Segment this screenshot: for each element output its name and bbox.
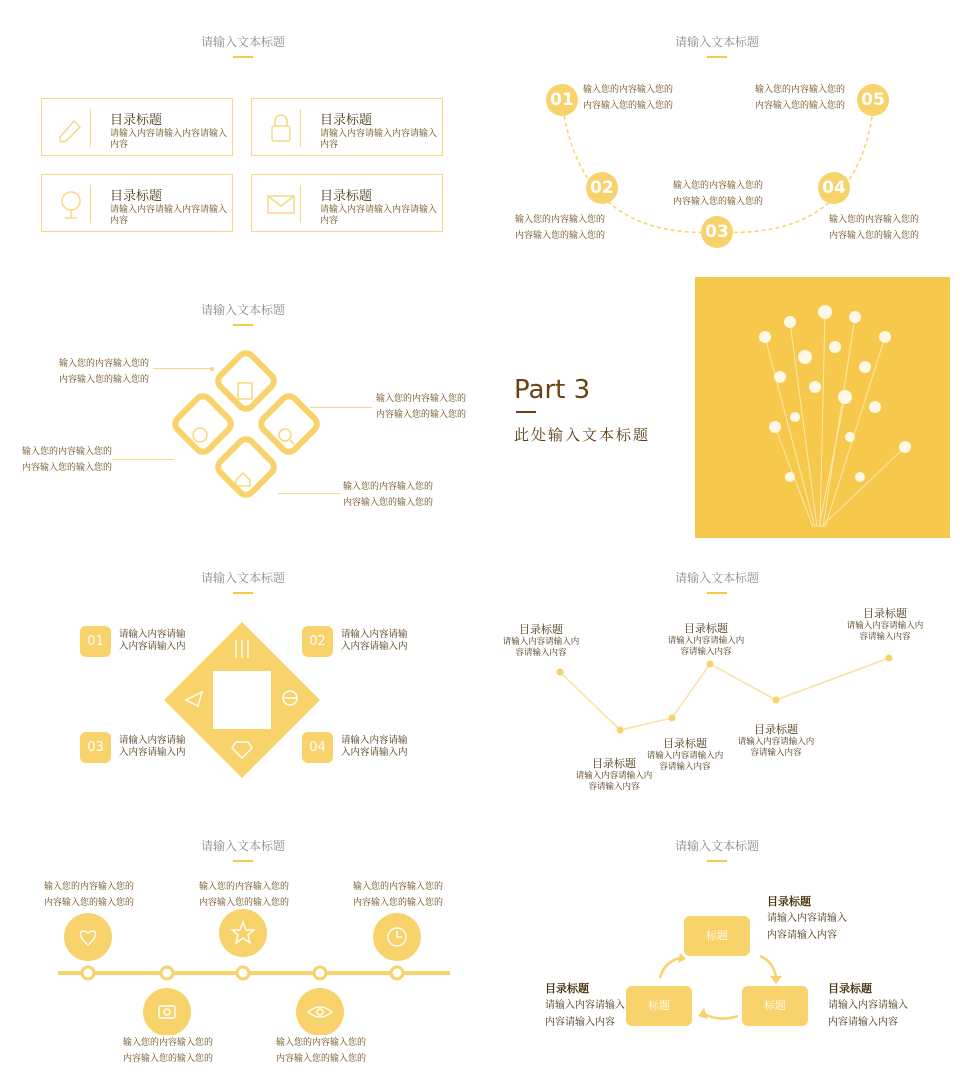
step-number: 02 [302, 626, 333, 657]
step-number: 05 [857, 84, 889, 116]
cycle-text: 目录标题 请输入内容请输入 内容请输入内容 [767, 895, 847, 941]
timeline [40, 905, 450, 1035]
connector-line [112, 459, 174, 460]
text-block: 输入您的内容输入您的 内容输入您的输入您的 [353, 882, 444, 908]
toc-card [251, 98, 443, 156]
part-title: Part 3 [514, 375, 591, 405]
step-number: 01 [80, 626, 111, 657]
cycle-arrows [650, 950, 790, 1025]
diamond-cluster [150, 345, 340, 525]
milestone: 目录标题 请输入内容请输入内 容请输入内容 [646, 737, 724, 772]
text-block: 请输入内容请输 入内容请输入内 [119, 735, 186, 758]
pencil-icon [50, 109, 91, 147]
cycle-text: 目录标题 请输入内容请输入 内容请输入内容 [828, 982, 908, 1028]
part-underline [516, 411, 536, 413]
slide-title: 请输入文本标题 [200, 303, 285, 317]
connector-line [310, 407, 372, 408]
text-block: 输入您的内容输入您的 内容输入您的输入您的 [583, 85, 674, 111]
trend-line [550, 650, 900, 740]
milestone: 目录标题 请输入内容请输入内 容请输入内容 [667, 622, 745, 657]
milestone: 目录标题 请输入内容请输入内 容请输入内容 [575, 757, 653, 792]
text-block: 输入您的内容输入您的 内容输入您的输入您的 [59, 359, 150, 385]
globe-icon [50, 185, 91, 223]
title-underline [233, 592, 253, 594]
text-block: 输入您的内容输入您的 内容输入您的输入您的 [276, 1038, 367, 1064]
toc-card [251, 174, 443, 232]
milestone: 目录标题 请输入内容请输入内 容请输入内容 [737, 723, 815, 758]
title-underline [233, 324, 253, 326]
milestone: 目录标题 请输入内容请输入内 容请输入内容 [846, 607, 924, 642]
text-block: 输入您的内容输入您的 内容输入您的输入您的 [44, 882, 135, 908]
step-number: 02 [586, 172, 618, 204]
cycle-text: 目录标题 请输入内容请输入 内容请输入内容 [545, 982, 625, 1028]
step-number: 04 [818, 172, 850, 204]
flower-photo [695, 277, 950, 538]
card-desc: 请输入内容请输入内容请输入内容 [320, 205, 438, 226]
part-subtitle: 此处输入文本标题 [514, 426, 651, 444]
connector-line [153, 368, 213, 369]
text-block: 请输入内容请输 入内容请输入内 [119, 629, 186, 652]
card-title: 目录标题 [110, 189, 163, 204]
slide-title: 请输入文本标题 [200, 35, 285, 49]
cycle-box: 标题 [684, 916, 750, 956]
text-block: 请输入内容请输 入内容请输入内 [341, 629, 408, 652]
card-desc: 请输入内容请输入内容请输入内容 [110, 205, 228, 226]
text-block: 输入您的内容输入您的 内容输入您的输入您的 [123, 1038, 214, 1064]
toc-card [41, 98, 233, 156]
step-number: 03 [80, 732, 111, 763]
slide-title: 请输入文本标题 [674, 571, 759, 585]
card-title: 目录标题 [320, 113, 373, 128]
slide-title: 请输入文本标题 [200, 839, 285, 853]
text-block: 输入您的内容输入您的 内容输入您的输入您的 [22, 447, 113, 473]
milestone: 目录标题 请输入内容请输入内 容请输入内容 [502, 623, 580, 658]
step-number: 03 [701, 216, 733, 248]
title-underline [707, 56, 727, 58]
card-desc: 请输入内容请输入内容请输入内容 [110, 129, 228, 150]
text-block: 输入您的内容输入您的 内容输入您的输入您的 [199, 882, 290, 908]
text-block: 输入您的内容输入您的 内容输入您的输入您的 [343, 482, 434, 508]
cycle-box: 标题 [626, 986, 692, 1026]
toc-card [41, 174, 233, 232]
title-underline [233, 56, 253, 58]
mail-icon [260, 185, 301, 223]
step-number: 04 [302, 732, 333, 763]
text-block: 输入您的内容输入您的 内容输入您的输入您的 [829, 215, 920, 241]
text-block: 输入您的内容输入您的 内容输入您的输入您的 [673, 181, 764, 207]
step-number: 01 [546, 84, 578, 116]
slide-title: 请输入文本标题 [200, 571, 285, 585]
title-underline [707, 592, 727, 594]
title-underline [233, 860, 253, 862]
text-block: 输入您的内容输入您的 内容输入您的输入您的 [515, 215, 606, 241]
card-title: 目录标题 [110, 113, 163, 128]
text-block: 输入您的内容输入您的 内容输入您的输入您的 [376, 394, 467, 420]
connector-line [278, 493, 340, 494]
lock-icon [260, 109, 301, 147]
card-desc: 请输入内容请输入内容请输入内容 [320, 129, 438, 150]
cycle-box: 标题 [742, 986, 808, 1026]
card-title: 目录标题 [320, 189, 373, 204]
slide-title: 请输入文本标题 [674, 35, 759, 49]
text-block: 输入您的内容输入您的 内容输入您的输入您的 [755, 85, 846, 111]
slide-title: 请输入文本标题 [674, 839, 759, 853]
title-underline [707, 860, 727, 862]
text-block: 请输入内容请输 入内容请输入内 [341, 735, 408, 758]
